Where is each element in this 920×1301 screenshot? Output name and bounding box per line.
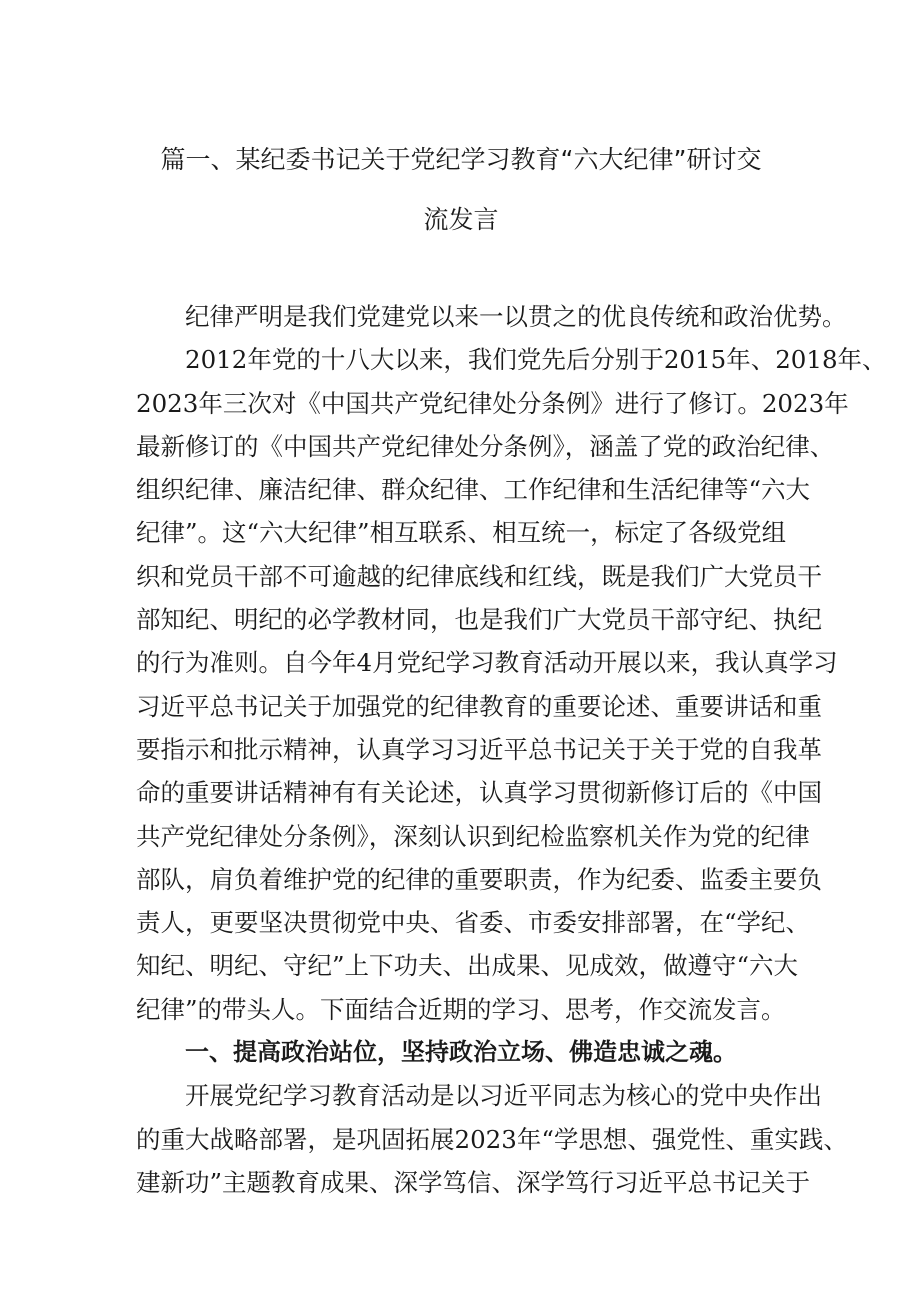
paragraph-line: 习近平总书记关于加强党的纪律教育的重要论述、重要讲话和重 <box>136 691 822 721</box>
paragraph-line: 纪律”。这“六大纪律”相互联系、相互统一，标定了各级党组 <box>136 518 787 548</box>
paragraph-line: 要指示和批示精神，认真学习习近平总书记关于关于党的自我革 <box>136 734 822 764</box>
paragraph-line: 部队，肩负着维护党的纪律的重要职责，作为纪委、监委主要负 <box>136 864 822 894</box>
paragraph-line: 建新功”主题教育成果、深学笃信、深学笃行习近平总书记关于 <box>136 1167 811 1197</box>
paragraph-line: 共产党纪律处分条例》，深刻认识到纪检监察机关作为党的纪律 <box>136 821 810 851</box>
paragraph-line: 命的重要讲话精神有有关论述，认真学习贯彻新修订后的《中国 <box>136 778 822 808</box>
paragraph-line: 2023年三次对《中国共产党纪律处分条例》进行了修订。2023年 <box>136 388 849 418</box>
paragraph-line: 开展党纪学习教育活动是以习近平同志为核心的党中央作出 <box>185 1081 822 1111</box>
paragraph-line: 2012年党的十八大以来，我们党先后分别于2015年、2018年、 <box>185 345 887 375</box>
paragraph-line: 织和党员干部不可逾越的纪律底线和红线，既是我们广大党员干 <box>136 561 822 591</box>
document-title-line-1: 篇一、某纪委书记关于党纪学习教育“六大纪律”研讨交 <box>160 145 762 174</box>
paragraph-line: 最新修订的《中国共产党纪律处分条例》，涵盖了党的政治纪律、 <box>136 431 835 461</box>
paragraph-line: 的重大战略部署，是巩固拓展2023年“学思想、强党性、重实践、 <box>136 1124 848 1154</box>
section-heading: 一、提高政治站位，坚持政治立场、佛造忠诚之魂。 <box>185 1038 737 1067</box>
paragraph-line: 责人，更要坚决贯彻党中央、省委、市委安排部署，在“学纪、 <box>136 908 811 938</box>
document-title-line-2: 流发言 <box>423 205 499 234</box>
paragraph-line: 组织纪律、廉洁纪律、群众纪律、工作纪律和生活纪律等“六大 <box>136 475 811 505</box>
paragraph-line: 部知纪、明纪的必学教材同，也是我们广大党员干部守纪、执纪 <box>136 605 822 635</box>
paragraph-line: 纪律严明是我们党建党以来一以贯之的优良传统和政治优势。 <box>185 302 847 331</box>
paragraph-line: 知纪、明纪、守纪”上下功夫、出成果、见成效，做遵守“六大 <box>136 951 799 981</box>
paragraph-line: 的行为准则。自今年4月党纪学习教育活动开展以来，我认真学习 <box>136 648 838 678</box>
document-body <box>136 295 887 1204</box>
paragraph-line: 纪律”的带头人。下面结合近期的学习、思考，作交流发言。 <box>136 994 786 1024</box>
